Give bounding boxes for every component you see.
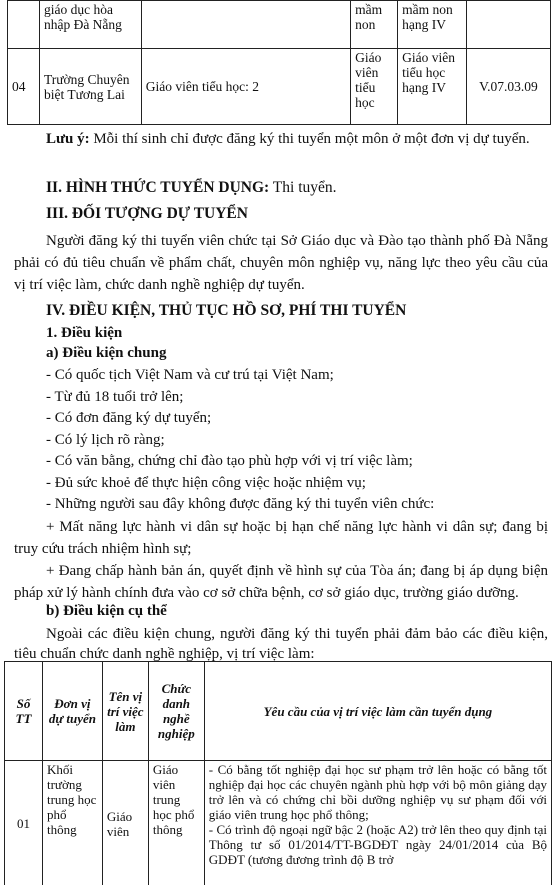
- header-position: Tên vị trí việc làm: [102, 662, 148, 761]
- header-unit: Đơn vị dự tuyển: [42, 662, 102, 761]
- table-row: [8, 49, 551, 125]
- list-item: - Có đơn đăng ký dự tuyển;: [46, 410, 212, 426]
- cell-unit: Trường Chuyên biệt Tương Lai: [39, 49, 141, 125]
- note-text: Mỗi thí sinh chỉ được đăng ký thi tuyển một môn ở một đơn vị dự tuyển.: [89, 131, 530, 147]
- requirement-item: - Có bằng tốt nghiệp đại học sư phạm trở lên hoặc có bằng tốt nghiệp đại học các chuyên ngành phù hợp với bộ môn giảng dạy trở lên và có chứng chỉ bồi dưỡng nghiệp vụ sư phạm đối với giáo viên trung học phổ thông;: [208, 762, 547, 822]
- header-title: Chức danh nghề nghiệp: [148, 662, 204, 761]
- general-conditions-list: [46, 365, 548, 516]
- section-3-heading: III. ĐỐI TƯỢNG DỰ TUYỂN: [46, 205, 248, 222]
- header-no: Số TT: [5, 662, 43, 761]
- position-table-top: [7, 0, 551, 125]
- cell-position-group: mầm non: [351, 1, 398, 49]
- section-2-title: II. HÌNH THỨC TUYỂN DỤNG:: [46, 179, 270, 196]
- cell-no: 04: [8, 49, 40, 125]
- requirement-item: - Có trình độ ngoại ngữ bậc 2 (hoặc A2) trở lên theo quy định tại Thông tư số 01/2014/TT-BGDĐT ngày 24/01/2014 của Bộ GDĐT (tương đương trình độ B trở: [208, 822, 547, 867]
- cell-position-group: Giáo viên tiểu học: [351, 49, 398, 125]
- exclusion-item-2: + Đang chấp hành bản án, quyết định về hình sự của Tòa án; đang bị áp dụng biện pháp xử lý hành chính đưa vào cơ sở chữa bệnh, cơ sở giáo dục, trường giáo dưỡng.: [14, 563, 548, 601]
- table-header-row: [5, 662, 552, 761]
- list-item: - Có văn bằng, chứng chỉ đào tạo phù hợp với vị trí việc làm;: [46, 453, 413, 469]
- note-label: Lưu ý:: [46, 131, 90, 147]
- section-4-heading: IV. ĐIỀU KIỆN, THỦ TỤC HỒ SƠ, PHÍ THI TUYỂN: [46, 302, 407, 319]
- list-item: - Đủ sức khoẻ để thực hiện công việc hoặc nhiệm vụ;: [46, 474, 366, 491]
- section-3-paragraph: Người đăng ký thi tuyển viên chức tại Sở Giáo dục và Đào tạo thành phố Đà Nẵng phải có đủ tiêu chuẩn về phẩm chất, chuyên môn nghiệp vụ, năng lực theo yêu cầu của vị trí việc làm, chức danh nghề nghiệp dự tuyển.: [14, 233, 548, 293]
- list-item: - Từ đủ 18 tuổi trở lên;: [46, 388, 184, 405]
- cell-no: [8, 1, 40, 49]
- cell-title: Giáo viên tiểu học hạng IV: [398, 49, 467, 125]
- cell-code: V.07.03.09: [467, 49, 551, 125]
- subsection-a-heading: a) Điều kiện chung: [46, 345, 167, 361]
- cell-requirements: [204, 761, 551, 885]
- list-item: - Những người sau đây không được đăng ký thi tuyển viên chức:: [46, 496, 435, 512]
- note-paragraph: [14, 128, 548, 150]
- cell-unit: giáo dục hòa nhập Đà Nẵng: [39, 1, 141, 49]
- table-row: [5, 761, 552, 885]
- subsection-1-heading: 1. Điều kiện: [46, 325, 123, 341]
- requirements-table: [4, 661, 552, 885]
- cell-code: [467, 1, 551, 49]
- cell-position: Giáo viên: [102, 761, 148, 885]
- exclusion-item-1: + Mất năng lực hành vi dân sự hoặc bị hạn chế năng lực hành vi dân sự; đang bị truy cứu trách nhiệm hình sự;: [14, 519, 548, 557]
- header-requirements: Yêu cầu của vị trí việc làm cần tuyển dụng: [204, 662, 551, 761]
- list-item: - Có quốc tịch Việt Nam và cư trú tại Việt Nam;: [46, 367, 334, 383]
- cell-position: Giáo viên tiểu học: 2: [141, 49, 350, 125]
- table-row: [8, 1, 551, 49]
- list-item: - Có lý lịch rõ ràng;: [46, 431, 165, 448]
- cell-position: [141, 1, 350, 49]
- cell-unit: Khối trường trung học phổ thông: [42, 761, 102, 885]
- cell-title: mầm non hạng IV: [398, 1, 467, 49]
- cell-no: 01: [5, 761, 43, 885]
- subsection-b-paragraph: Ngoài các điều kiện chung, người đăng ký thi tuyển phải đảm bảo các điều kiện, tiêu chuẩn chức danh nghề nghiệp, vị trí việc làm:: [14, 626, 548, 662]
- section-2-value: Thi tuyển.: [269, 179, 337, 196]
- cell-title: Giáo viên trung học phổ thông: [148, 761, 204, 885]
- subsection-b-heading: b) Điều kiện cụ thể: [46, 603, 167, 619]
- section-2-heading: [46, 178, 337, 198]
